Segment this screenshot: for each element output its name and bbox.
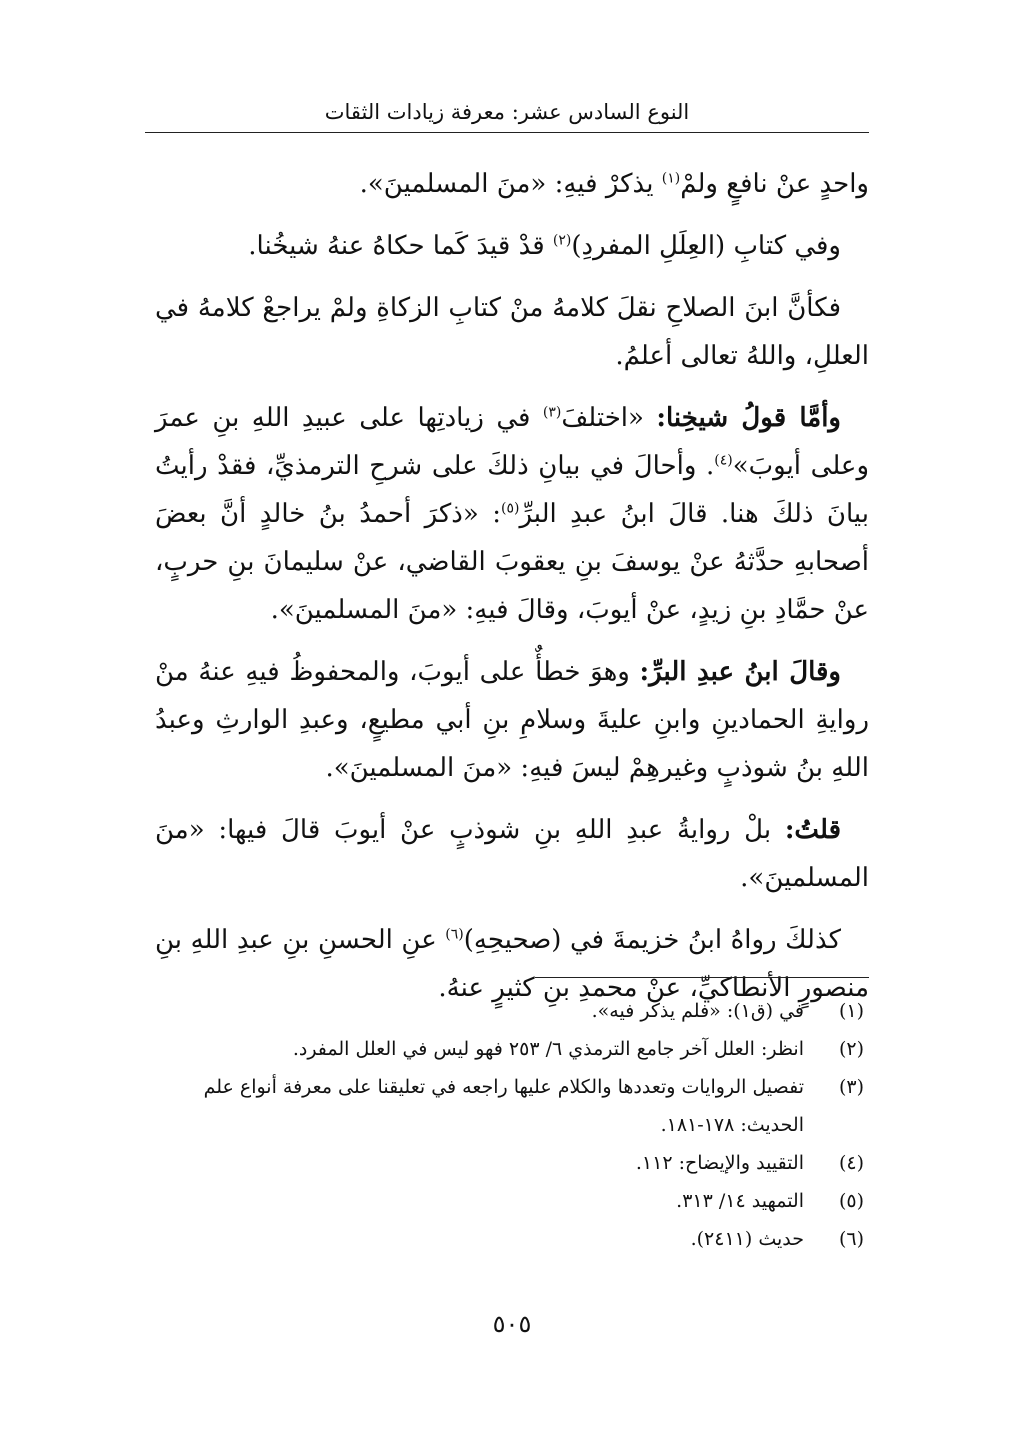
footnote-number: (٦) <box>838 1228 864 1250</box>
footnote-text: تفصيل الروايات وتعددها والكلام عليها راجعه في تعليقنا على معرفة أنواع علم الحديث: ١٧٨-١٨١. <box>203 1076 804 1136</box>
footnote-number: (٤) <box>838 1152 864 1174</box>
page-number: ٥٠٥ <box>492 1310 532 1338</box>
main-text <box>155 160 869 1026</box>
footnote-text: حديث (٢٤١١). <box>690 1228 804 1250</box>
footnote-divider <box>535 977 869 978</box>
footnote-6 <box>140 1220 864 1258</box>
footnote-number: (٥) <box>838 1190 864 1212</box>
footnote-text: التمهيد ١٤/ ٣١٣. <box>676 1190 804 1212</box>
footnote-2 <box>140 1030 864 1068</box>
footnote-3 <box>140 1068 864 1144</box>
footnote-text: في (ق١): «فلم يذكر فيه». <box>591 1000 804 1022</box>
paragraph-1: واحدٍ عنْ نافعٍ ولمْ$^{(١)}$ يذكرْ فيهِ: «منَ المسلمينَ». <box>359 169 869 199</box>
footnote-5 <box>140 1182 864 1220</box>
paragraph-5-lead: وقالَ ابنُ عبدِ البرِّ: <box>639 657 841 687</box>
paragraph-6: قلتُ: بلْ روايةُ عبدِ اللهِ بنِ شوذبٍ عنْ أيوبَ قالَ فيها: «منَ المسلمينَ». <box>155 815 869 893</box>
footnote-number: (٢) <box>838 1038 864 1060</box>
paragraph-6-lead: قلتُ: <box>784 815 841 845</box>
footnote-marker-4[interactable]: (٤) <box>714 452 733 469</box>
paragraph-5: وقالَ ابنُ عبدِ البرِّ: وهوَ خطأٌ على أيوبَ، والمحفوظُ فيهِ عنهُ منْ روايةِ الحمادينِ وابنِ عليةَ وسلامِ بنِ أبي مطيعٍ، وعبدِ الوارثِ وعبدُ اللهِ بنُ شوذبٍ وغيرهِمْ ليسَ فيهِ: «منَ المسلمينَ». <box>155 657 869 783</box>
footnote-text: التقييد والإيضاح: ١١٢. <box>635 1152 804 1174</box>
footnote-marker-5[interactable]: (٥) <box>500 500 520 517</box>
running-header: النوع السادس عشر: معرفة زيادات الثقات <box>145 100 869 133</box>
paragraph-3: فكأنَّ ابنَ الصلاحِ نقلَ كلامهُ منْ كتابِ الزكاةِ ولمْ يراجعْ كلامهُ في العللِ، واللهُ تعالى أعلمُ. <box>155 293 869 371</box>
paragraph-4: وأمَّا قولُ شيخِنا: «اختلفَ$^{(٣)}$ في زيادتِها على عبيدِ اللهِ بنِ عمرَ وعلى أيوبَ»$^{(٤)}$. وأحالَ في بيانِ ذلكَ على شرحِ الترمذيِّ، فقدْ رأيتُ بيانَ ذلكَ هنا. قالَ ابنُ عبدِ البرِّ$^{(٥)}$: «ذكرَ أحمدُ بنُ خالدٍ أنَّ بعضَ أصحابهِ حدَّثهُ عنْ يوسفَ بنِ يعقوبَ القاضي، عنْ سليمانَ بنِ حربٍ، عنْ حمَّادِ بنِ زيدٍ، عنْ أيوبَ، وقالَ فيهِ: «منَ المسلمينَ». <box>155 403 869 625</box>
paragraph-4-lead: وأمَّا قولُ شيخِنا: <box>656 403 841 433</box>
footnote-number: (١) <box>838 1000 864 1022</box>
footnote-marker-6[interactable]: (٦) <box>445 926 464 943</box>
footnote-1 <box>140 992 864 1030</box>
footnote-text: انظر: العلل آخر جامع الترمذي ٦/ ٢٥٣ فهو ليس في العلل المفرد. <box>292 1038 804 1060</box>
paragraph-2: وفي كتابِ (العِلَلِ المفردِ)$^{(٢)}$ قدْ قيدَ كَما حكاهُ عنهُ شيخُنا. <box>248 231 841 261</box>
footnote-marker-3[interactable]: (٣) <box>542 404 562 421</box>
footnotes <box>140 992 864 1258</box>
paragraph-7: كذلكَ رواهُ ابنُ خزيمةَ في (صحيحِهِ)$^{(٦)}$ عنِ الحسنِ بنِ عبدِ اللهِ بنِ منصورٍ الأنطاكيِّ، عنْ محمدِ بنِ كثيرٍ عنهُ. <box>155 925 869 1003</box>
footnote-marker-1[interactable]: (١) <box>661 170 681 187</box>
footnote-number: (٣) <box>838 1076 864 1098</box>
footnote-marker-2[interactable]: (٢) <box>552 232 572 249</box>
footnote-4 <box>140 1144 864 1182</box>
